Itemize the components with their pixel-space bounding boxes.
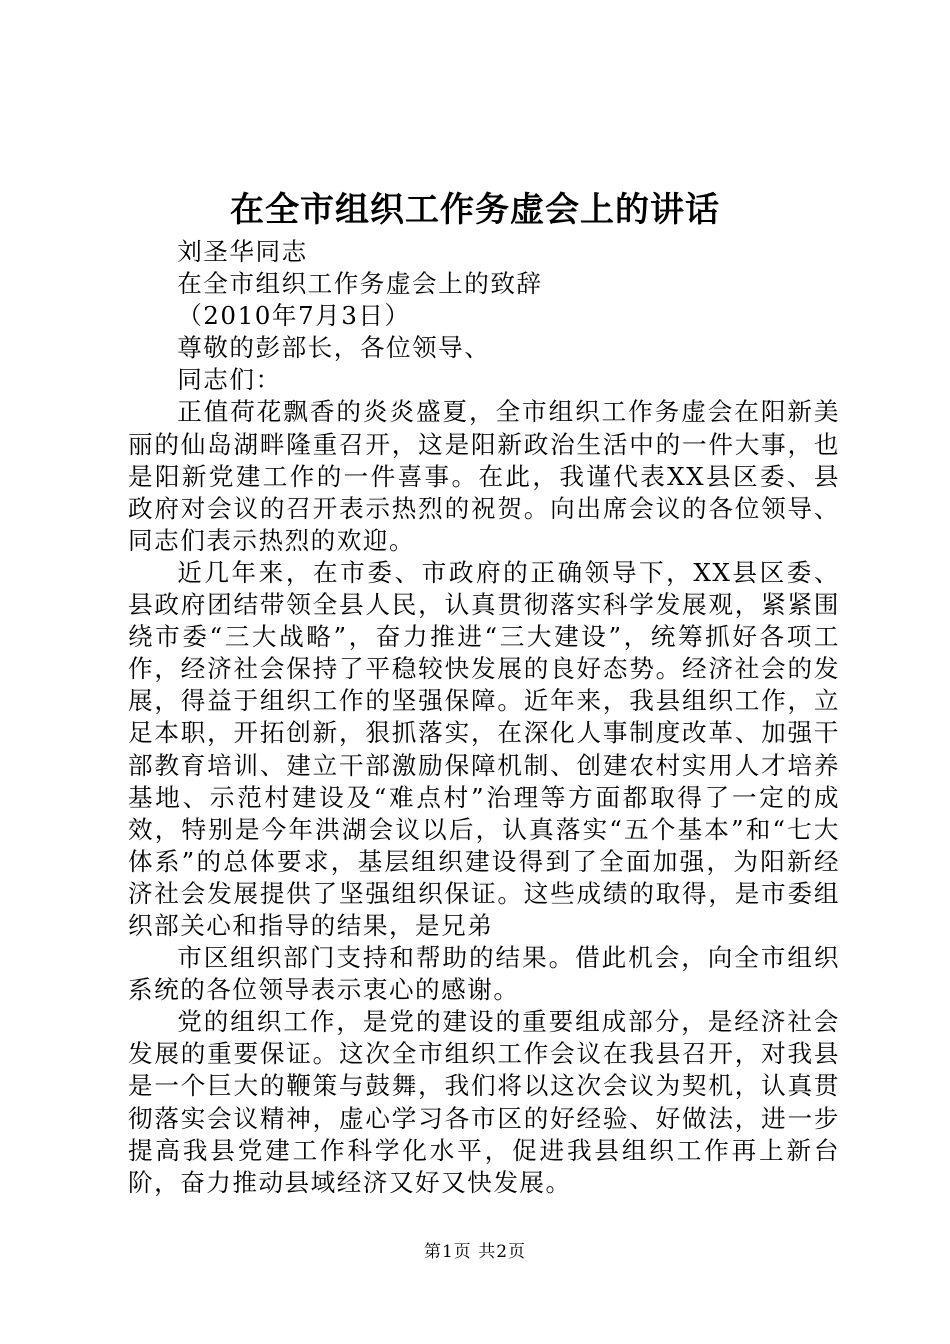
speaker-line: 刘圣华同志 (177, 237, 308, 266)
document-title: 在全市组织工作务虚会上的讲话 (230, 190, 720, 230)
body-paragraph: 市区组织部门支持和帮助的结果。借此机会，向全市组织系统的各位领导表示衷心的感谢。 (128, 943, 840, 1005)
body-paragraph: 近几年来，在市委、市政府的正确领导下，XX县区委、县政府团结带领全县人民，认真贯彻落实科学发展观，紧紧围绕市委“三大战略”，奋力推进“三大建设”，统筹抓好各项工作，经济社会保持了平稳较快发展的良好态势。经济社会的发展，得益于组织工作的坚强保障。近年来，我县组织工作，立足本职，开拓创新，狠抓落实，在深化人事制度改革、加强干部教育培训、建立干部激励保障机制、创建农村实用人才培养基地、示范村建设及“难点村”治理等方面都取得了一定的成效，特别是今年洪湖会议以后，认真落实“五个基本”和“七大体系”的总体要求，基层组织建设得到了全面加强，为阳新经济社会发展提供了坚强组织保证。这些成绩的取得，是市委组织部关心和指导的结果，是兄弟 (128, 557, 840, 940)
page-number-footer: 第1页 共2页 (423, 1242, 527, 1262)
speech-date: （2010年7月3日） (177, 301, 411, 331)
salutation-line: 尊敬的彭部长，各位领导、 (177, 333, 491, 363)
salutation-line-2: 同志们： (177, 365, 282, 395)
body-paragraph: 正值荷花飘香的炎炎盛夏，全市组织工作务虚会在阳新美丽的仙岛湖畔隆重召开，这是阳新政治生活中的一件大事，也是阳新党建工作的一件喜事。在此，我谨代表XX县区委、县政府对会议的召开表示热烈的祝贺。向出席会议的各位领导、同志们表示热烈的欢迎。 (128, 397, 840, 555)
speech-subtitle: 在全市组织工作务虚会上的致辞 (177, 269, 543, 299)
body-paragraph: 党的组织工作，是党的建设的重要组成部分，是经济社会发展的重要保证。这次全市组织工作会议在我县召开，对我县是一个巨大的鞭策与鼓舞，我们将以这次会议为契机，认真贯彻落实会议精神，虚心学习各市区的好经验、好做法，进一步提高我县党建工作科学化水平，促进我县组织工作再上新台阶，奋力推动县域经济又好又快发展。 (128, 1007, 840, 1197)
document-body (128, 236, 840, 1199)
